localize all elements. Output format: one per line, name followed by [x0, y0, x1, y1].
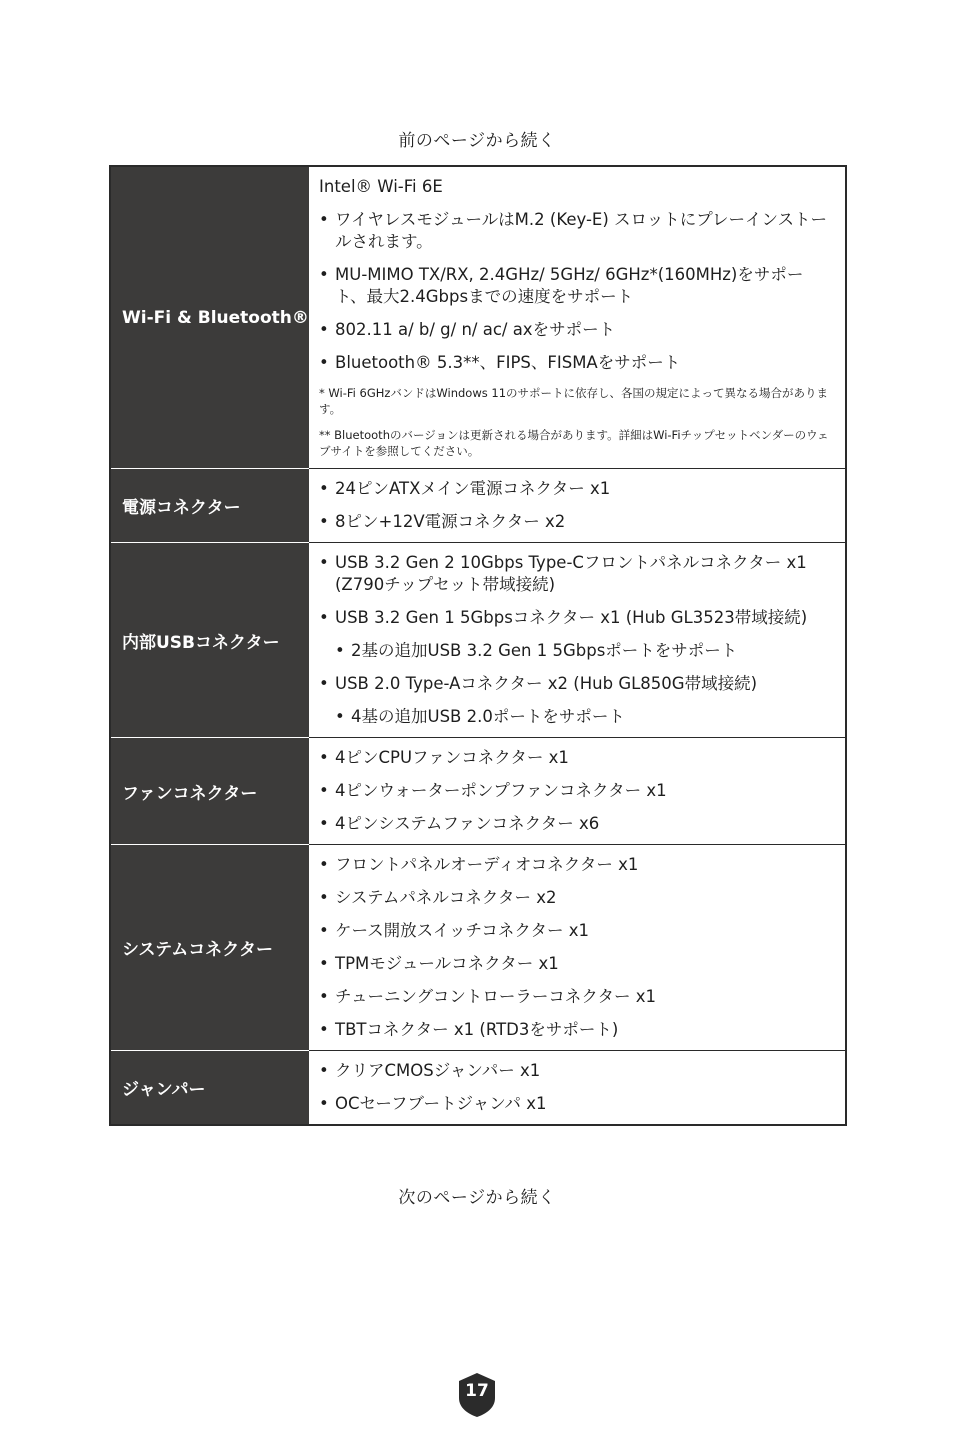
- spec-bullet: • 4ピンウォーターポンプファンコネクター x1: [319, 780, 833, 802]
- spec-label: システムコネクター: [110, 845, 309, 1051]
- spec-heading-line: Intel® Wi-Fi 6E: [319, 177, 443, 196]
- spec-label: 内部USBコネクター: [110, 543, 309, 738]
- spec-label: ジャンパー: [110, 1051, 309, 1126]
- spec-row: [110, 469, 846, 543]
- continued-from-previous: 前のページから続く: [398, 131, 556, 151]
- spec-footnote: * Wi-Fi 6GHzバンドはWindows 11のサポートに依存し、各国の規定によって異なる場合があります。: [319, 386, 829, 416]
- spec-row: [110, 166, 846, 469]
- spec-bullet: • フロントパネルオーディオコネクター x1: [319, 854, 833, 876]
- spec-bullet: • Bluetooth® 5.3**、FIPS、FISMAをサポート: [319, 352, 833, 374]
- spec-content: [309, 543, 846, 738]
- spec-content: [309, 166, 846, 469]
- spec-content: [309, 1051, 846, 1126]
- spec-row: [110, 845, 846, 1051]
- spec-bullet: • 802.11 a/ b/ g/ n/ ac/ axをサポート: [319, 319, 833, 341]
- spec-content: [309, 469, 846, 543]
- spec-content: [309, 738, 846, 845]
- spec-bullet: • クリアCMOSジャンパー x1: [319, 1060, 833, 1082]
- spec-bullet: • 8ピン+12V電源コネクター x2: [319, 511, 833, 533]
- continued-to-next: 次のページから続く: [398, 1188, 556, 1208]
- spec-sub-bullet: • 2基の追加USB 3.2 Gen 1 5Gbpsポートをサポート: [335, 640, 833, 662]
- spec-label: Wi-Fi & Bluetooth®: [110, 166, 309, 469]
- spec-bullet: • USB 2.0 Type-Aコネクター x2 (Hub GL850G帯域接続): [319, 673, 833, 695]
- spec-row: [110, 1051, 846, 1126]
- spec-row: [110, 543, 846, 738]
- spec-bullet: • 4ピンCPUファンコネクター x1: [319, 747, 833, 769]
- spec-bullet: • USB 3.2 Gen 2 10Gbps Type-Cフロントパネルコネクター x1 (Z790チップセット帯域接続): [319, 552, 833, 596]
- spec-bullet: • ケース開放スイッチコネクター x1: [319, 920, 833, 942]
- spec-bullet: • システムパネルコネクター x2: [319, 887, 833, 909]
- spec-label: ファンコネクター: [110, 738, 309, 845]
- spec-bullet: • 24ピンATXメイン電源コネクター x1: [319, 478, 833, 500]
- spec-label: 電源コネクター: [110, 469, 309, 543]
- spec-sub-bullet: • 4基の追加USB 2.0ポートをサポート: [335, 706, 833, 728]
- spec-content: [309, 845, 846, 1051]
- spec-table: [109, 165, 847, 1126]
- spec-bullet: • チューニングコントローラーコネクター x1: [319, 986, 833, 1008]
- spec-bullet: • 4ピンシステムファンコネクター x6: [319, 813, 833, 835]
- spec-bullet: • ワイヤレスモジュールはM.2 (Key-E) スロットにプレーインストールされます。: [319, 209, 833, 253]
- spec-bullet: • OCセーフブートジャンパ x1: [319, 1093, 833, 1115]
- page-number: 17: [465, 1381, 489, 1401]
- spec-footnote: ** Bluetoothのバージョンは更新される場合があります。詳細はWi-Fiチップセットベンダーのウェブサイトを参照してください。: [319, 428, 829, 458]
- spec-row: [110, 738, 846, 845]
- spec-bullet: • USB 3.2 Gen 1 5Gbpsコネクター x1 (Hub GL3523帯域接続): [319, 607, 833, 629]
- spec-bullet: • TPMモジュールコネクター x1: [319, 953, 833, 975]
- spec-bullet: • MU-MIMO TX/RX, 2.4GHz/ 5GHz/ 6GHz*(160MHz)をサポート、最大2.4Gbpsまでの速度をサポート: [319, 264, 833, 308]
- spec-bullet: • TBTコネクター x1 (RTD3をサポート): [319, 1019, 833, 1041]
